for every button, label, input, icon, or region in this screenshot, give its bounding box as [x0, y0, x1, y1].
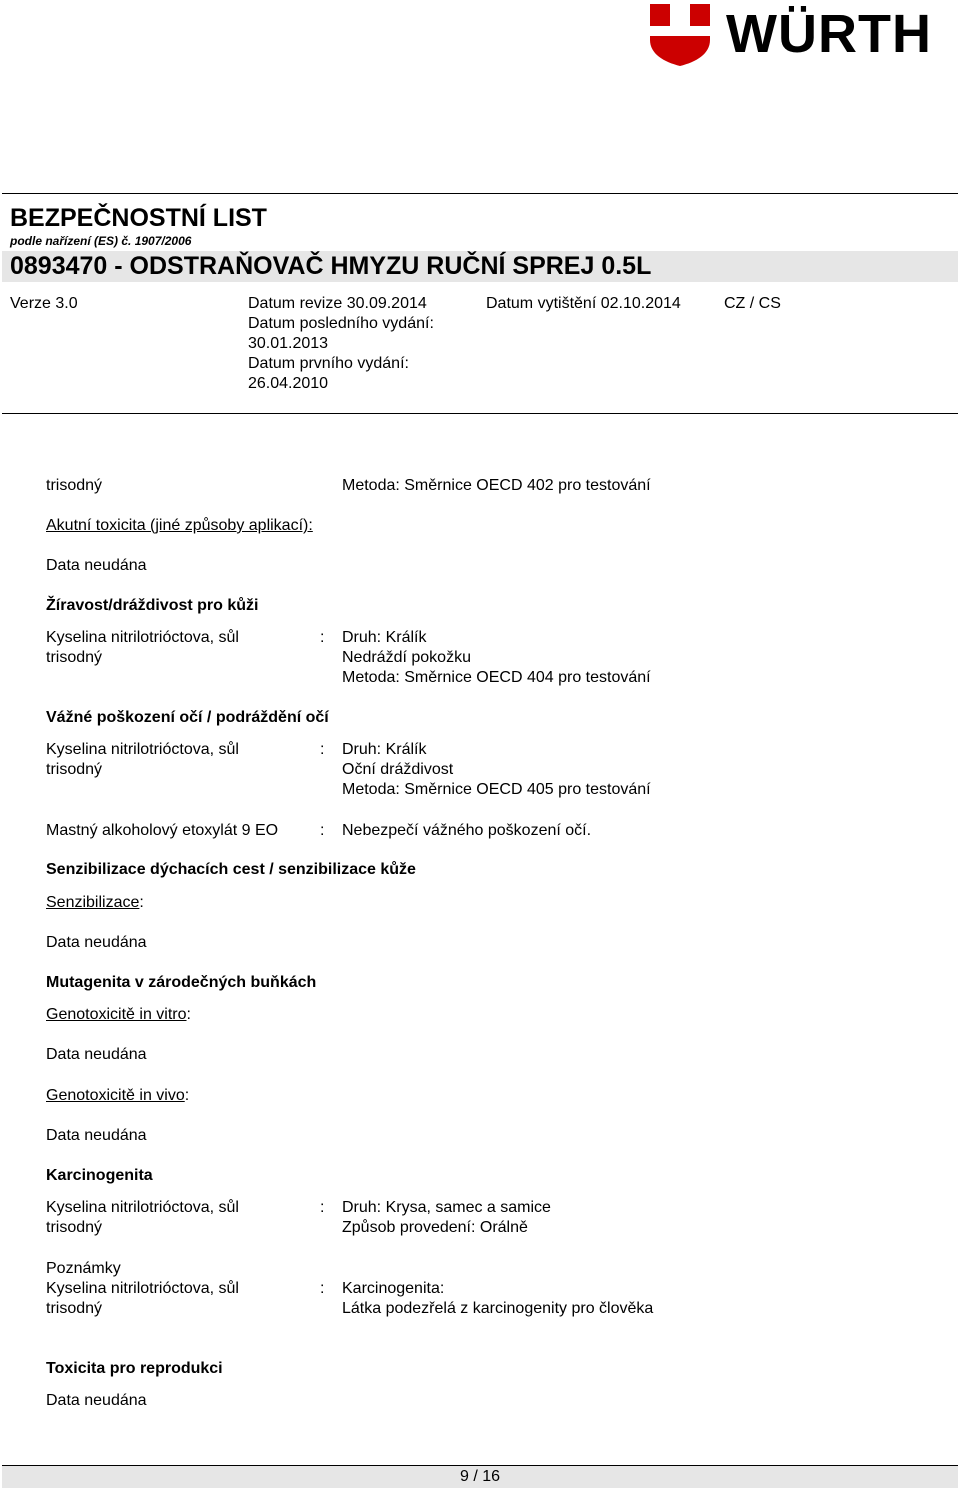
entry-value: Způsob provedení: Orálně — [342, 1219, 528, 1236]
geno-vivo-subheading — [46, 1087, 189, 1105]
entry-colon: : — [320, 1199, 325, 1216]
sensitization-sub-colon: : — [139, 894, 144, 911]
geno-vivo-label: Genotoxicitě in vivo — [46, 1087, 185, 1104]
entry-colon: : — [320, 629, 325, 646]
sensitization-sub-label: Senzibilizace — [46, 894, 140, 911]
geno-vitro-label: Genotoxicitě in vitro — [46, 1006, 187, 1023]
header-rule-top — [2, 193, 958, 194]
product-title: 0893470 - ODSTRAŇOVAČ HMYZU RUČNÍ SPREJ 0.5L — [10, 252, 652, 280]
sensitization-heading: Senzibilizace dýchacích cest / senzibilizace kůže — [46, 861, 416, 878]
sensitization-text: Data neudána — [46, 934, 147, 951]
skin-heading: Žíravost/dráždivost pro kůži — [46, 597, 259, 614]
entry-label: trisodný — [46, 761, 103, 778]
acute-other-heading: Akutní toxicita (jiné způsoby aplikací): — [46, 517, 313, 534]
entry-value: Nebezpečí vážného poškození očí. — [342, 822, 592, 839]
entry-colon: : — [320, 1280, 325, 1297]
revision-line: 26.04.2010 — [248, 375, 329, 392]
wurth-logo — [648, 0, 958, 70]
reproduction-text: Data neudána — [46, 1392, 147, 1409]
entry-value: Metoda: Směrnice OECD 402 pro testování — [342, 477, 651, 494]
geno-vivo-text: Data neudána — [46, 1127, 147, 1144]
geno-vitro-colon: : — [186, 1006, 191, 1023]
entry-colon: : — [320, 741, 325, 758]
entry-value: Metoda: Směrnice OECD 404 pro testování — [342, 669, 651, 686]
geno-vivo-colon: : — [184, 1087, 190, 1104]
geno-vitro-text: Data neudána — [46, 1046, 147, 1063]
revision-line: 30.01.2013 — [248, 335, 329, 352]
regulation-line: podle nařízení (ES) č. 1907/2006 — [10, 234, 192, 248]
revision-line: Datum posledního vydání: — [248, 315, 434, 332]
logo-wordmark: WÜRTH — [726, 4, 932, 64]
entry-label: trisodný — [46, 1219, 103, 1236]
revision-line: Datum revize 30.09.2014 — [248, 295, 427, 312]
geno-vitro-subheading — [46, 1006, 191, 1024]
eye-heading: Vážné poškození očí / podráždění očí — [46, 709, 329, 726]
version: Verze 3.0 — [10, 295, 78, 312]
entry-value: Druh: Králík — [342, 629, 427, 646]
entry-label: Mastný alkoholový etoxylát 9 EO — [46, 822, 279, 839]
entry-label: Kyselina nitrilotrióctova, sůl — [46, 629, 239, 646]
carcinogenicity-heading: Karcinogenita — [46, 1167, 153, 1184]
sensitization-subheading — [46, 894, 144, 912]
locale: CZ / CS — [724, 295, 781, 312]
entry-label: Kyselina nitrilotrióctova, sůl — [46, 741, 239, 758]
entry-label: Kyselina nitrilotrióctova, sůl — [46, 1199, 239, 1216]
entry-value: Oční dráždivost — [342, 761, 454, 778]
entry-colon: : — [320, 822, 325, 839]
entry-label: trisodný — [46, 649, 103, 666]
revision-block — [248, 294, 434, 394]
entry-value: Druh: Krysa, samec a samice — [342, 1199, 551, 1216]
revision-line: Datum prvního vydání: — [248, 355, 409, 372]
header-rule-bottom — [2, 413, 958, 414]
page-number: 9 / 16 — [459, 1468, 501, 1485]
reproduction-heading: Toxicita pro reprodukci — [46, 1360, 223, 1377]
mutagenicity-heading: Mutagenita v zárodečných buňkách — [46, 974, 317, 991]
entry-label: trisodný — [46, 1300, 103, 1317]
entry-label: Kyselina nitrilotrióctova, sůl — [46, 1280, 239, 1297]
entry-label: Poznámky — [46, 1260, 121, 1277]
print-date: Datum vytištění 02.10.2014 — [486, 295, 681, 312]
entry-label: trisodný — [46, 477, 103, 494]
doc-title: BEZPEČNOSTNÍ LIST — [10, 204, 267, 232]
acute-other-text: Data neudána — [46, 557, 147, 574]
entry-value: Látka podezřelá z karcinogenity pro člověka — [342, 1300, 654, 1317]
entry-value: Druh: Králík — [342, 741, 427, 758]
entry-value: Karcinogenita: — [342, 1280, 445, 1297]
entry-value: Nedráždí pokožku — [342, 649, 471, 666]
entry-value: Metoda: Směrnice OECD 405 pro testování — [342, 781, 651, 798]
